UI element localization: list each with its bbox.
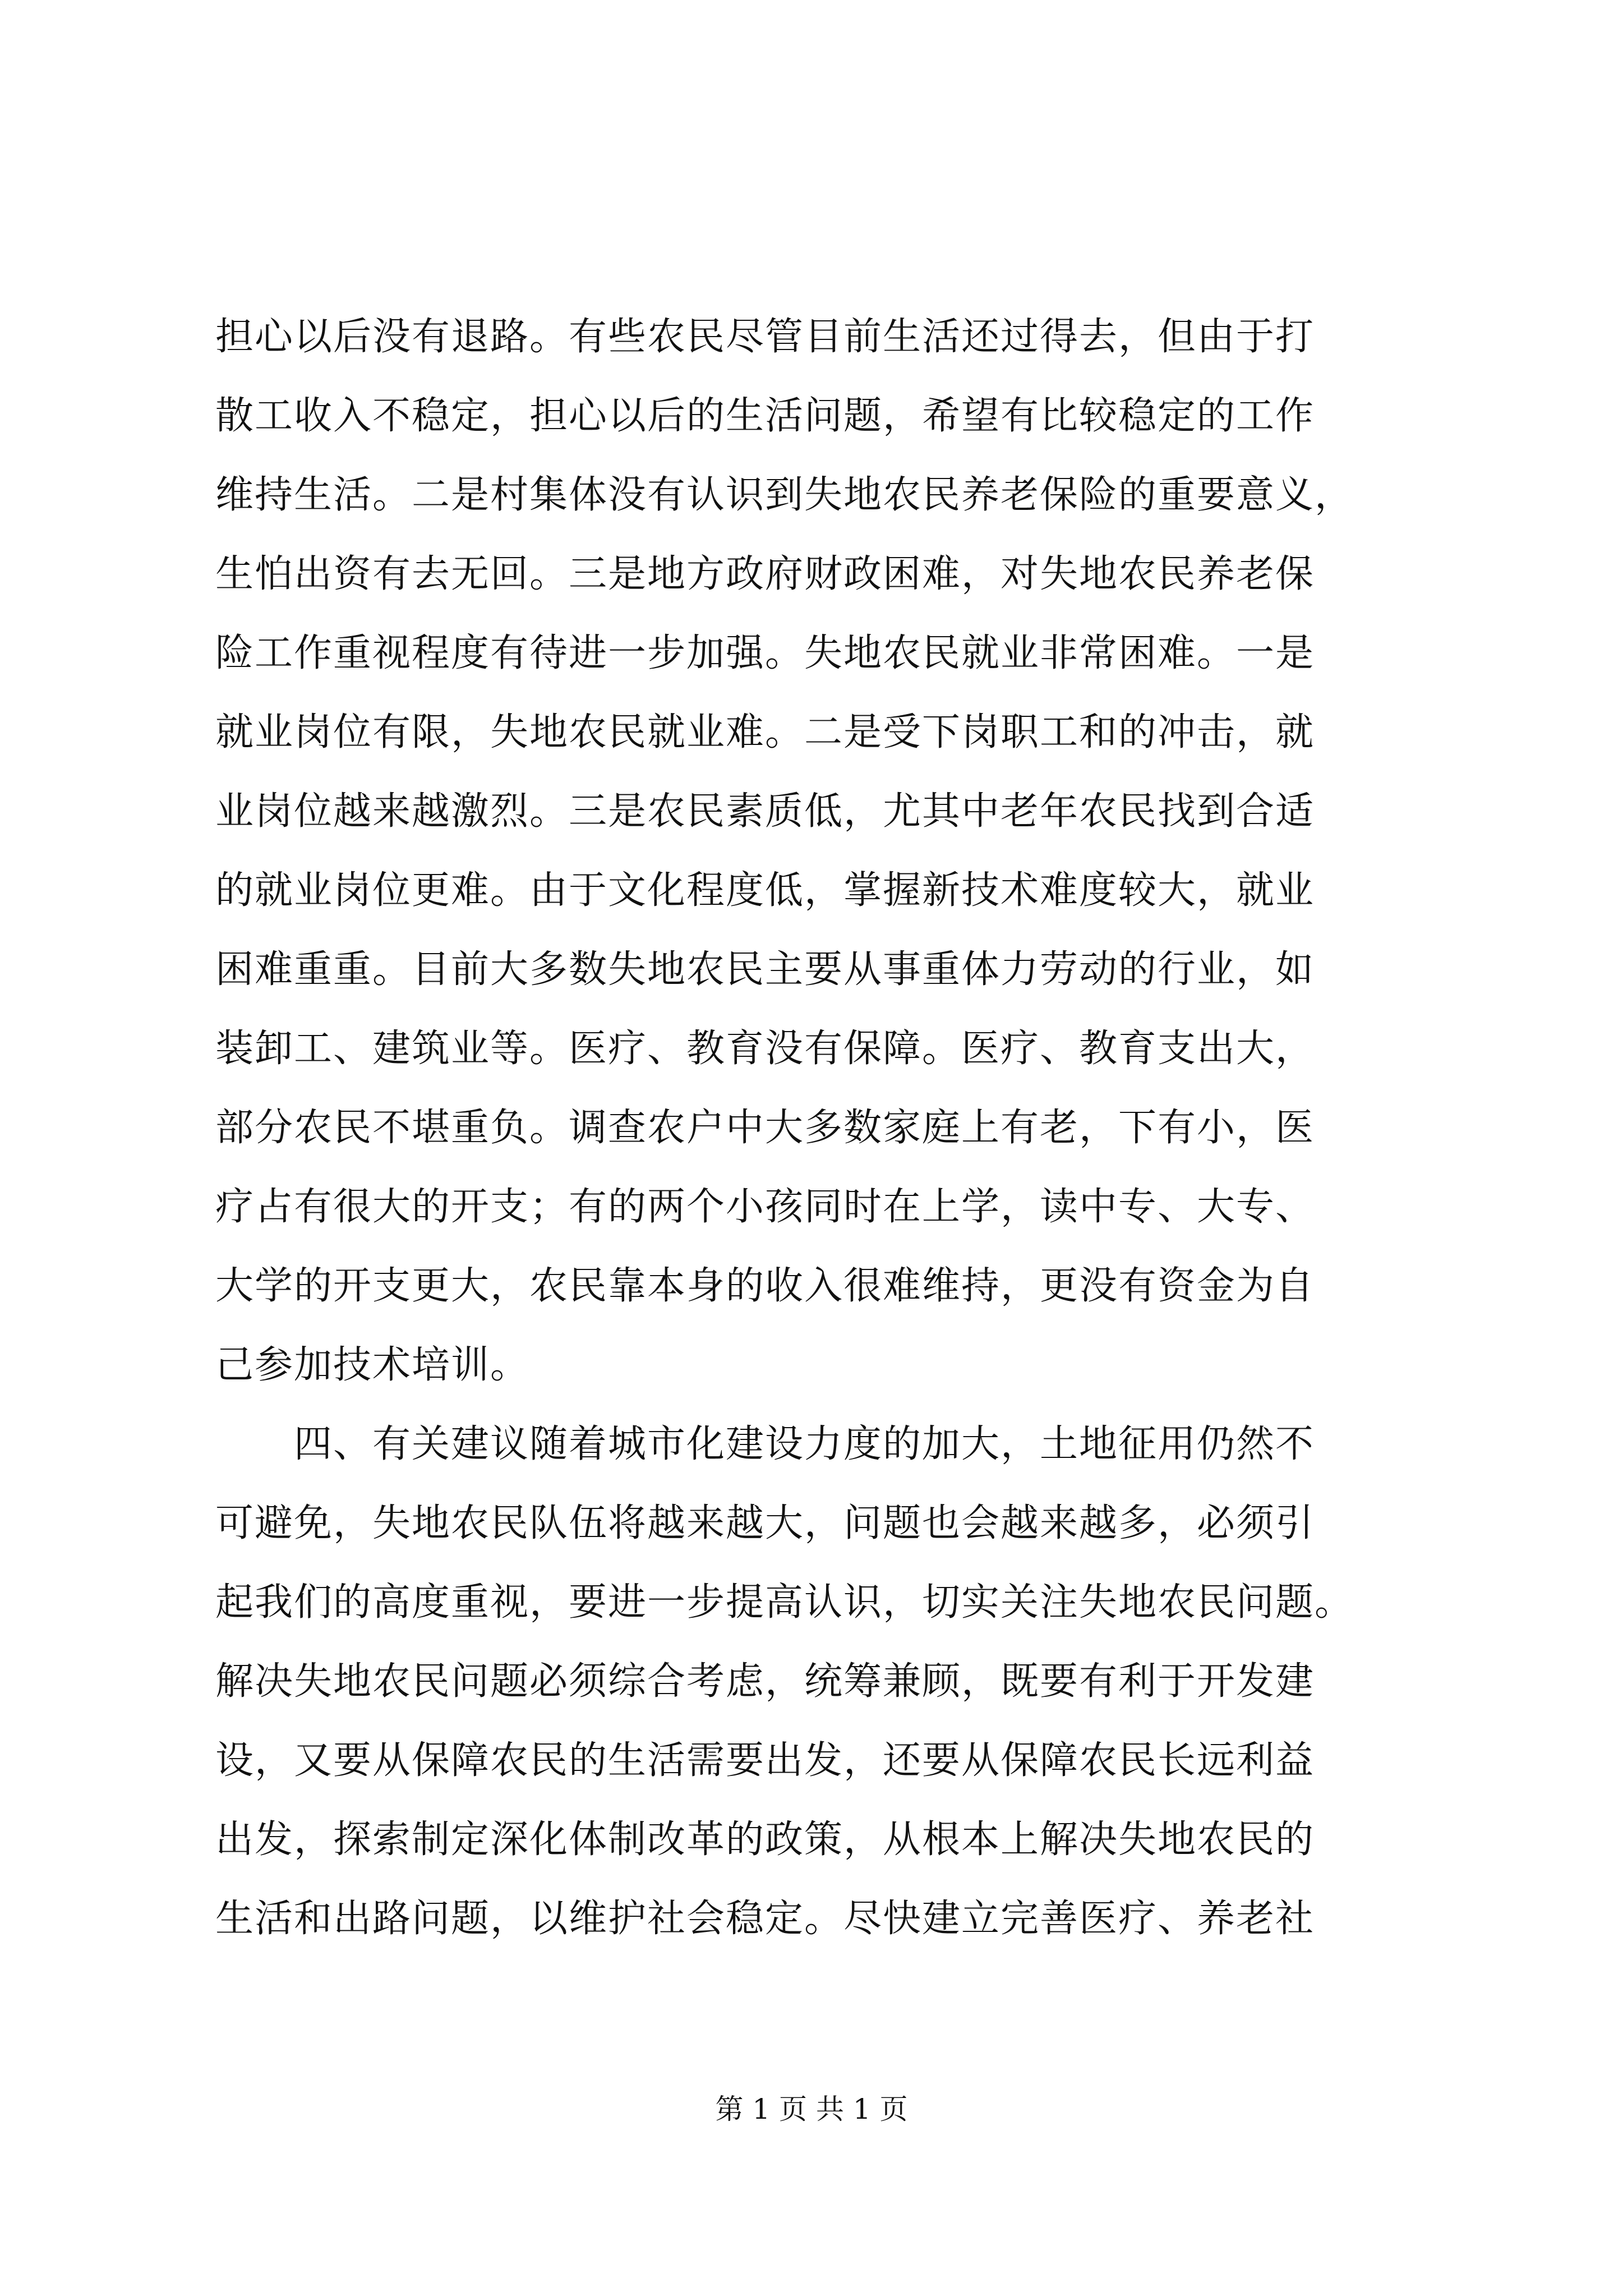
text-line: 起我们的高度重视，要进一步提高认识，切实关注失地农民问题。 [215,1580,1354,1625]
text-line: 装卸工、建筑业等。医疗、教育没有保障。医疗、教育支出大， [215,1027,1315,1071]
text-line: 的就业岗位更难。由于文化程度低，掌握新技术难度较大，就业 [215,868,1315,913]
text-line: 就业岗位有限，失地农民就业难。二是受下岗职工和的冲击，就 [215,710,1315,754]
text-line: 担心以后没有退路。有些农民尽管目前生活还过得去，但由于打 [215,315,1315,359]
text-line: 解决失地农民问题必须综合考虑，统筹兼顾，既要有利于开发建 [215,1659,1315,1704]
text-line: 出发，探索制定深化体制改革的政策，从根本上解决失地农民的 [215,1818,1315,1862]
text-line: 业岗位越来越激烈。三是农民素质低，尤其中老年农民找到合适 [215,789,1315,834]
text-line: 维持生活。二是村集体没有认识到失地农民养老保险的重要意义， [215,473,1354,517]
text-line: 部分农民不堪重负。调查农户中大多数家庭上有老，下有小，医 [215,1106,1315,1150]
text-line: 散工收入不稳定，担心以后的生活问题，希望有比较稳定的工作 [215,394,1315,438]
text-line: 生活和出路问题，以维护社会稳定。尽快建立完善医疗、养老社 [215,1897,1315,1941]
page-footer [0,2090,1623,2129]
text-line: 疗占有很大的开支；有的两个小孩同时在上学，读中专、大专、 [215,1185,1315,1229]
body-text [215,297,1449,1958]
text-line: 困难重重。目前大多数失地农民主要从事重体力劳动的行业，如 [215,947,1315,992]
page-number: 第 1 页 共 1 页 [715,2093,908,2125]
text-line: 设，又要从保障农民的生活需要出发，还要从保障农民长远利益 [215,1738,1315,1783]
text-line: 己参加技术培训。 [215,1343,530,1387]
text-line: 生怕出资有去无回。三是地方政府财政困难，对失地农民养老保 [215,552,1315,596]
text-line: 大学的开支更大，农民靠本身的收入很难维持，更没有资金为自 [215,1264,1315,1308]
text-line: 险工作重视程度有待进一步加强。失地农民就业非常困难。一是 [215,631,1315,675]
text-line: 可避免，失地农民队伍将越来越大，问题也会越来越多，必须引 [215,1501,1315,1545]
text-line: 四、有关建议随着城市化建设力度的加大，土地征用仍然不 [215,1422,1315,1466]
